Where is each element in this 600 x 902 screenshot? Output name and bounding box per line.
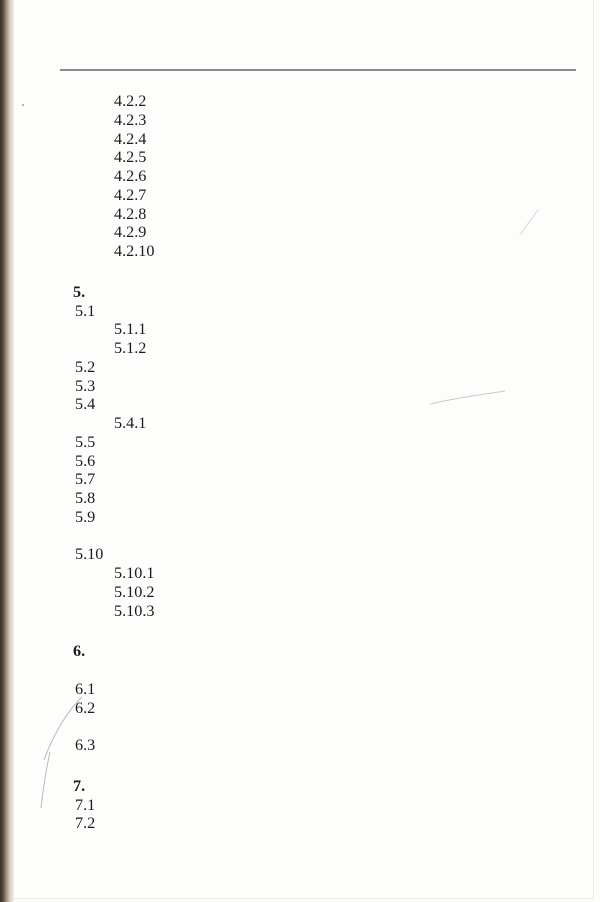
entry-number: 5.10.3 <box>114 601 155 620</box>
page-edge-right <box>593 0 594 898</box>
chapter-number: 7. <box>73 776 86 795</box>
entry-number: 7.1 <box>75 795 96 814</box>
book-binding-edge <box>0 0 14 902</box>
chapter-number: 6. <box>73 642 86 661</box>
entry-number: 4.2.9 <box>114 223 147 242</box>
entry-number: 5.1 <box>75 301 96 320</box>
entry-number: 4.2.3 <box>114 110 147 129</box>
entry-number: 6.2 <box>75 698 96 717</box>
entry-number: 5.9 <box>75 507 96 526</box>
entry-number: 4.2.4 <box>114 129 147 148</box>
entry-number: 5.5 <box>75 432 96 451</box>
entry-number: 5.10.2 <box>114 582 155 601</box>
paper-speck <box>22 104 24 106</box>
page-edge-bottom <box>14 898 594 899</box>
entry-number: 4.2.7 <box>114 185 147 204</box>
entry-number: 5.8 <box>75 489 96 507</box>
entry-number: 6.1 <box>75 679 96 698</box>
entry-number: 5.4.1 <box>114 414 147 432</box>
entry-number: 4.2.6 <box>114 167 147 185</box>
entry-number: 4.2.5 <box>114 148 147 167</box>
entry-number: 6.3 <box>75 736 96 754</box>
entry-number: 5.6 <box>75 451 96 470</box>
entry-number: 5.7 <box>75 470 96 489</box>
entry-number: 4.2.10 <box>114 242 155 260</box>
chapter-number: 5. <box>73 282 86 301</box>
entry-number: 7.2 <box>75 814 96 833</box>
entry-number: 5.10.1 <box>114 564 155 582</box>
entry-number: 5.3 <box>75 376 96 395</box>
entry-number: 4.2.8 <box>114 204 147 223</box>
entry-number: 5.1.2 <box>114 339 147 357</box>
header-rule <box>60 69 576 71</box>
entry-number: 4.2.2 <box>114 92 147 110</box>
entry-number: 5.2 <box>75 357 96 376</box>
entry-number: 5.1.1 <box>114 320 147 339</box>
entry-number: 5.10 <box>75 545 104 564</box>
entry-number: 5.4 <box>75 395 96 414</box>
